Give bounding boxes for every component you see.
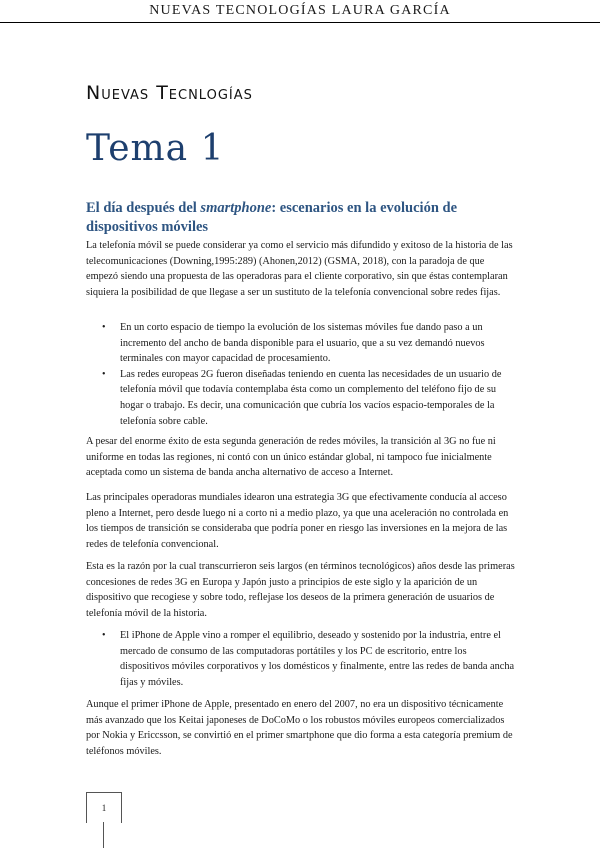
paragraph-1: La telefonía móvil se puede considerar ya como el servicio más difundido y exitoso de la historia de las telecomunicaciones (Downing,1995:289) (Ahonen,2012) (GSMA, 2018), con la paradoja de que empezó siendo una propuesta de las operadoras para el cliente corporativo, sin que éstas contemplaran siquiera la posibilidad de que llegase a ser un sustituto de la telefonía convencional sobre redes fijas. (86, 240, 513, 298)
paragraph-4: Esta es la razón por la cual transcurrieron seis largos (en términos tecnológicos) años desde las primeras concesiones de redes 3G en Europa y Japón justo a principios de este siglo y la aparición de un dispositivo que recogiese y sobre todo, reflejase los deseos de la primera generación de usuarios de telefonía móvil de la historia. (86, 561, 515, 619)
section-heading (86, 199, 526, 237)
section-heading-post: : escenarios en la evolución de dispositivos móviles (86, 200, 458, 235)
bullet-icon: • (102, 322, 106, 333)
list-item (86, 628, 518, 690)
bullet-list-2 (86, 628, 518, 690)
page-number-rule (103, 822, 104, 848)
chapter-title: Tema 1 (86, 128, 225, 169)
list-item (86, 320, 518, 367)
list-item (86, 367, 518, 429)
page-number: 1 (86, 792, 122, 823)
list-item-text: En un corto espacio de tiempo la evolución de los sistemas móviles fue dando paso a un incremento del ancho de banda disponible para el usuario, que a su vez demandó nuevos terminales con mayor capacidad de procesamiento. (120, 322, 485, 365)
bullet-list-1 (86, 320, 518, 429)
running-header: NUEVAS TECNOLOGÍAS LAURA GARCÍA (0, 0, 600, 23)
section-heading-pre: El día después del (86, 200, 201, 216)
document-title: Nuevas Tecnlogías (86, 82, 253, 104)
paragraph-5: Aunque el primer iPhone de Apple, presentado en enero del 2007, no era un dispositivo técnicamente más avanzado que los Keitai japoneses de DoCoMo o los robustos móviles europeos comercializados por Nokia y Ericcsson, se convirtió en el primer smartphone que dio forma a esta categoría premium de teléfonos móviles. (86, 699, 513, 757)
list-item-text: El iPhone de Apple vino a romper el equilibrio, deseado y sostenido por la industria, entre el mercado de consumo de las computadoras portátiles y los PC de escritorio, entre los dispositivos móviles corporativos y los domésticos y finalmente, entre las redes de banda ancha fijas y móviles. (120, 630, 515, 688)
paragraph-3: Las principales operadoras mundiales idearon una estrategia 3G que efectivamente conducía al acceso pleno a Internet, pero desde luego ni a corto ni a medio plazo, ya que una aceleración no controlada en los tiempos de transición se consideraba que podría poner en riesgo las inversiones en la mejora de las redes de telefonía convencional. (86, 492, 509, 550)
bullet-icon: • (102, 368, 106, 380)
bullet-icon: • (102, 630, 106, 641)
paragraph-2: A pesar del enorme éxito de esta segunda generación de redes móviles, la transición al 3G no fue ni uniforme en todas las regiones, ni contó con un único estándar global, ni tampoco fue inicialmente aceptada como un sistema de banda ancha alternativo de acceso a Internet. (86, 436, 496, 479)
section-heading-emphasis: smartphone (200, 200, 272, 216)
list-item-text: Las redes europeas 2G fueron diseñadas teniendo en cuenta las necesidades de un usuario de telefonía móvil que todavía contemplaba ésta como un complemento del teléfono fijo de su hogar o trabajo. Es decir, una comunicación que cubría los vacíos espacio-temporales de la telefonía sobre cable. (120, 368, 502, 427)
